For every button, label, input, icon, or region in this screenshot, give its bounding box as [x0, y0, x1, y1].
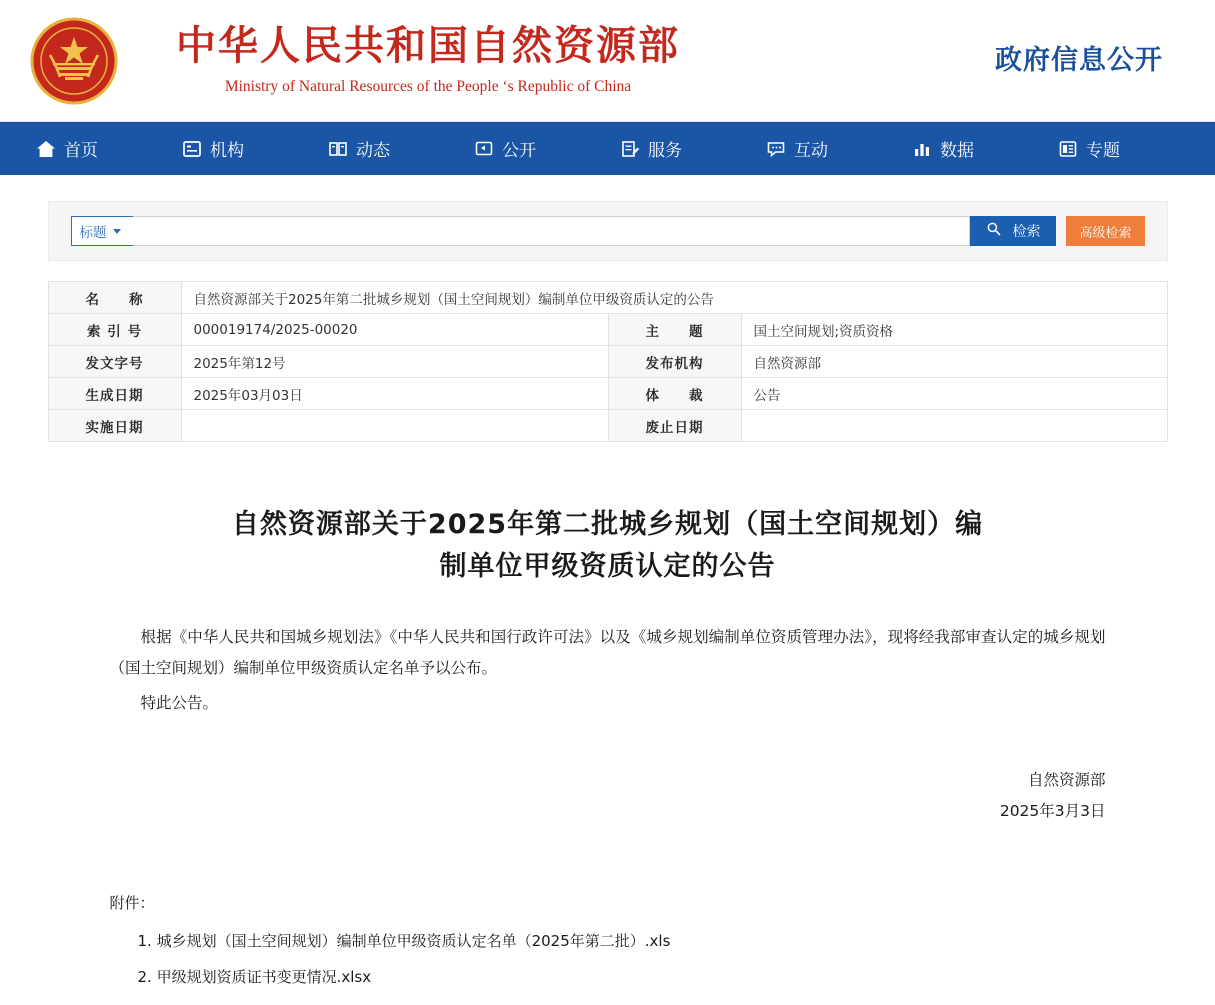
building-icon [182, 139, 202, 159]
attachment-link-1[interactable]: 1. 城乡规划（国土空间规划）编制单位甲级资质认定名单（2025年第二批）.xls [137, 932, 671, 950]
site-title-en: Ministry of Natural Resources of the People ‘s Republic of China [224, 78, 632, 95]
advanced-search-button[interactable] [1066, 216, 1144, 246]
article-body [110, 622, 1106, 719]
book-icon [328, 139, 348, 159]
table-row [48, 282, 1167, 314]
note-pen-icon [620, 139, 640, 159]
page-body [0, 201, 1215, 1005]
search-button[interactable] [970, 216, 1056, 246]
national-emblem-icon [30, 17, 118, 105]
meta-label-abolishdate: 废止日期 [608, 410, 741, 442]
nav-item-home[interactable] [36, 122, 124, 175]
signature-date: 2025年3月3日 [999, 802, 1106, 820]
search-field-select[interactable] [71, 216, 133, 246]
nav-label-organization: 机构 [210, 141, 244, 161]
nav-item-news[interactable] [328, 122, 416, 175]
nav-label-data: 数据 [940, 141, 974, 161]
meta-value-createdate: 2025年03月03日 [181, 378, 608, 410]
meta-label-name: 名 称 [48, 282, 181, 314]
article [48, 504, 1168, 995]
chat-icon [766, 139, 786, 159]
search-input[interactable] [133, 216, 971, 246]
article-signature-block [48, 765, 1106, 827]
nav-item-data[interactable] [912, 122, 1000, 175]
gov-info-disclosure-title: 政府信息公开 [995, 45, 1163, 76]
meta-value-docnumber: 2025年第12号 [181, 346, 608, 378]
nav-item-organization[interactable] [182, 122, 270, 175]
content-container [48, 201, 1168, 995]
advanced-search-label: 高级检索 [1079, 225, 1132, 241]
meta-label-genre: 体 裁 [608, 378, 741, 410]
table-row [48, 410, 1167, 442]
nav-label-news: 动态 [356, 141, 390, 161]
main-navigation [0, 122, 1215, 175]
nav-label-disclosure: 公开 [502, 141, 536, 161]
meta-value-abolishdate [741, 410, 1167, 442]
attachments-title: 附件： [109, 894, 155, 912]
search-field-label: 标题 [79, 225, 107, 241]
signature-issuer: 自然资源部 [1027, 771, 1106, 789]
meta-label-effectivedate: 实施日期 [48, 410, 181, 442]
home-icon [36, 139, 56, 159]
site-title-block [118, 20, 738, 98]
search-button-label: 检索 [1012, 224, 1041, 240]
meta-label-publisher: 发布机构 [608, 346, 741, 378]
meta-value-subject: 国土空间规划;资质资格 [741, 314, 1167, 346]
nav-label-service: 服务 [648, 141, 682, 161]
bar-chart-icon [912, 139, 932, 159]
nav-item-topics[interactable] [1058, 122, 1146, 175]
search-bar [48, 201, 1168, 261]
nav-label-home: 首页 [64, 141, 98, 161]
meta-label-subject: 主 题 [608, 314, 741, 346]
document-metadata-table [48, 281, 1168, 442]
site-header [0, 0, 1215, 122]
meta-value-name: 自然资源部关于2025年第二批城乡规划（国土空间规划）编制单位甲级资质认定的公告 [181, 282, 1167, 314]
article-paragraph-1: 根据《中华人民共和国城乡规划法》《中华人民共和国行政许可法》以及《城乡规划编制单位资质管理办法》，现将经我部审查认定的城乡规划（国土空间规划）编制单位甲级资质认定名单予以公布。 [109, 628, 1106, 677]
site-title-cn: 中华人民共和国自然资源部 [176, 23, 680, 69]
meta-value-index: 000019174/2025-00020 [181, 314, 608, 346]
table-row [48, 314, 1167, 346]
nav-label-topics: 专题 [1086, 141, 1120, 161]
table-row [48, 378, 1167, 410]
search-icon [986, 221, 1006, 241]
meta-label-docnumber: 发文字号 [48, 346, 181, 378]
meta-value-genre: 公告 [741, 378, 1167, 410]
chevron-down-icon [113, 229, 121, 234]
nav-item-interaction[interactable] [766, 122, 854, 175]
nav-label-interaction: 互动 [794, 141, 828, 161]
meta-value-effectivedate [181, 410, 608, 442]
article-paragraph-2: 特此公告。 [140, 694, 219, 712]
screen-icon [474, 139, 494, 159]
page-title: 自然资源部关于2025年第二批城乡规划（国土空间规划）编制单位甲级资质认定的公告 [231, 509, 984, 582]
nav-item-disclosure[interactable] [474, 122, 562, 175]
nav-item-service[interactable] [620, 122, 708, 175]
list-panel-icon [1058, 139, 1078, 159]
meta-value-publisher: 自然资源部 [741, 346, 1167, 378]
attachments-section [110, 885, 1168, 995]
meta-label-createdate: 生成日期 [48, 378, 181, 410]
meta-label-index: 索 引 号 [48, 314, 181, 346]
attachment-link-2[interactable]: 2. 甲级规划资质证书变更情况.xlsx [137, 968, 372, 986]
table-row [48, 346, 1167, 378]
